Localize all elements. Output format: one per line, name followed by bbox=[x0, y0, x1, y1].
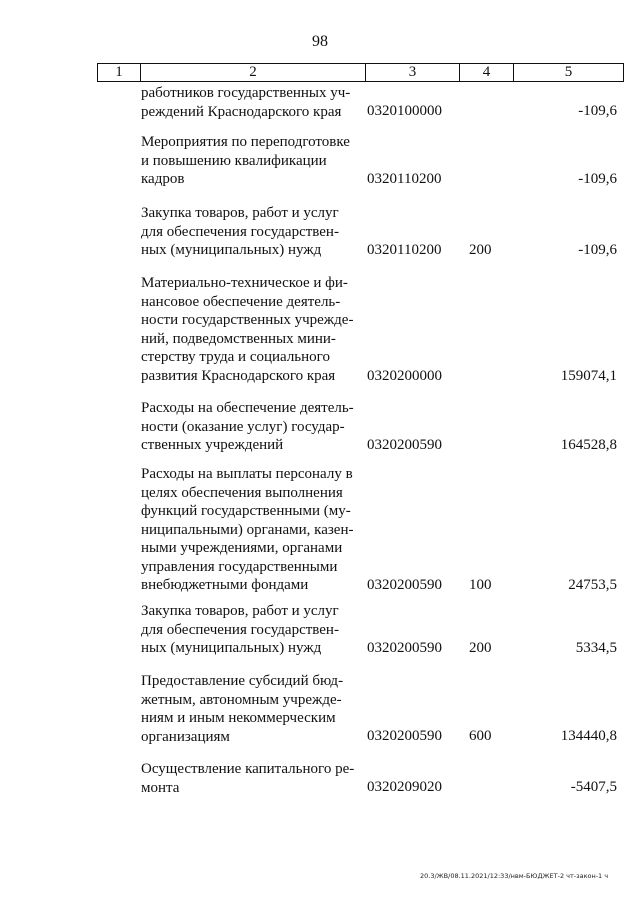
row-target-code: 0320110200 bbox=[367, 242, 442, 258]
row-expense-type: 200 bbox=[469, 242, 492, 258]
row-amount: -109,6 bbox=[578, 171, 617, 187]
row-description: Закупка товаров, работ и услуг для обеспечения государствен- ных (муниципальных) нужд bbox=[141, 603, 339, 656]
column-header-row bbox=[97, 63, 624, 82]
document-footer-stamp: 20.3/ЖВ/08.11.2021/12:33/нвм-БЮДЖЕТ-2 чт-закон-1 ч bbox=[420, 872, 609, 880]
row-description: Расходы на выплаты персоналу в целях обеспечения выполнения функций государственными (му- ниципальными) органами, казен- ными учреждениями, органами управления государственными внебюджетными фондами bbox=[141, 466, 354, 593]
row-description: Предоставление субсидий бюд- жетным, автономным учрежде- ниям и иным некоммерческим организациям bbox=[141, 673, 344, 745]
row-expense-type: 200 bbox=[469, 640, 492, 656]
row-amount: -5407,5 bbox=[570, 779, 617, 795]
row-description: Закупка товаров, работ и услуг для обеспечения государствен- ных (муниципальных) нужд bbox=[141, 205, 339, 258]
row-target-code: 0320209020 bbox=[367, 779, 442, 795]
column-header-5: 5 bbox=[564, 64, 573, 80]
row-target-code: 0320200590 bbox=[367, 577, 442, 593]
row-description: Мероприятия по переподготовке и повышению квалификации кадров bbox=[141, 134, 350, 187]
row-target-code: 0320200000 bbox=[367, 368, 442, 384]
row-amount: 134440,8 bbox=[560, 728, 617, 744]
row-amount: 164528,8 bbox=[560, 437, 617, 453]
row-description: Материально-техническое и фи- нансовое обеспечение деятель- ности государственных учрежде- ний, подведомственных мини- стерству труда и социального развития Краснодарского края bbox=[141, 275, 354, 384]
row-target-code: 0320200590 bbox=[367, 640, 442, 656]
row-expense-type: 100 bbox=[469, 577, 492, 593]
row-amount: 5334,5 bbox=[575, 640, 617, 656]
column-header-4: 4 bbox=[460, 64, 514, 81]
row-target-code: 0320200590 bbox=[367, 728, 442, 744]
row-target-code: 0320200590 bbox=[367, 437, 442, 453]
row-target-code: 0320100000 bbox=[367, 103, 442, 119]
row-description: Расходы на обеспечение деятель- ности (оказание услуг) государ- ственных учреждений bbox=[141, 400, 354, 453]
column-header-3: 3 bbox=[366, 64, 460, 81]
row-description: работников государственных уч- реждений Краснодарского края bbox=[141, 85, 351, 120]
row-amount: -109,6 bbox=[578, 103, 617, 119]
row-description: Осуществление капитального ре- монта bbox=[141, 761, 355, 796]
row-amount: 159074,1 bbox=[560, 368, 617, 384]
row-expense-type: 600 bbox=[469, 728, 492, 744]
row-amount: -109,6 bbox=[578, 242, 617, 258]
row-amount: 24753,5 bbox=[568, 577, 617, 593]
column-header-1: 1 bbox=[98, 64, 141, 81]
page-number: 98 bbox=[312, 33, 328, 50]
column-header-2: 2 bbox=[141, 64, 366, 81]
row-target-code: 0320110200 bbox=[367, 171, 442, 187]
